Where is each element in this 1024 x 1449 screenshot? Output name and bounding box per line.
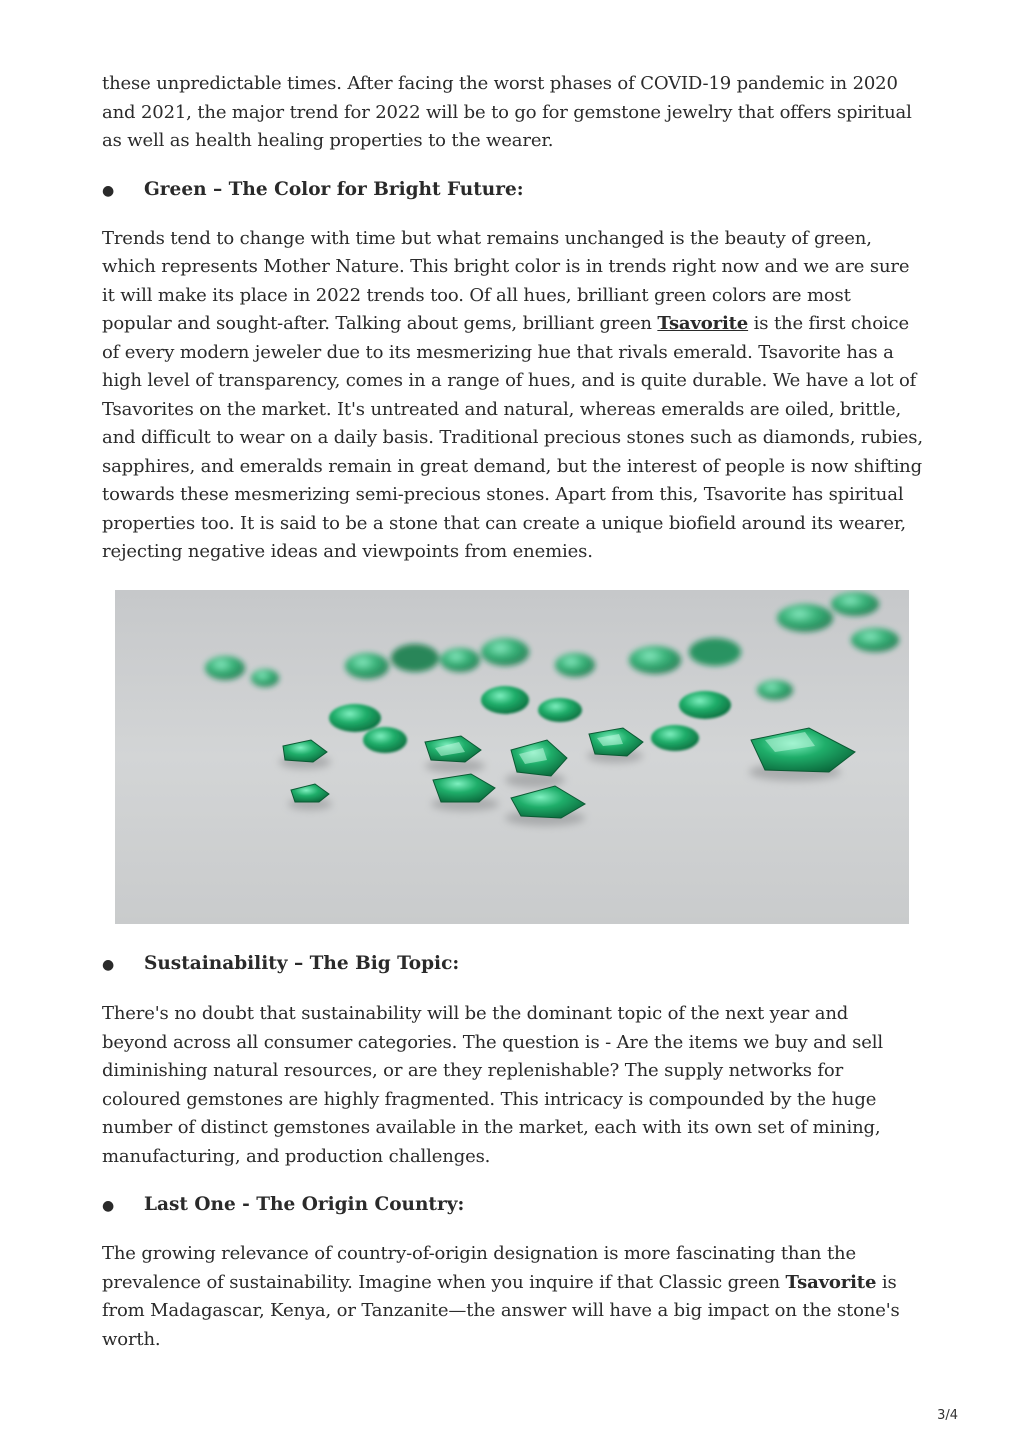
- tsavorite-bold: Tsavorite: [785, 1271, 877, 1293]
- sustainability-paragraph: There's no doubt that sustainability will be the dominant topic of the next year and beyond across all consumer categories. The question is - Are the items we buy and sell diminishing natural resources, or are they replenishable? The supply networks for coloured gemstones are highly fragmented. This intricacy is compounded by the huge number of distinct gemstones available in the market, each with its own set of mining, manufacturing, and production challenges.: [102, 1003, 883, 1167]
- heading-text: Sustainability – The Big Topic:: [144, 953, 460, 974]
- bullet-icon: ●: [102, 957, 115, 973]
- tsavorite-link[interactable]: Tsavorite: [657, 313, 749, 334]
- green-text-before: Trends tend to change with time but what remains unchanged is the beauty of green, which represents Mother Nature. This bright color is in trends right now and we are sure it will make its place in 2022 trends too. Of all hues, brilliant green colors are most popular and sought-after. Talking about gems, brilliant green: [102, 227, 910, 334]
- emerald-gemstones-photo: [115, 590, 909, 924]
- heading-text: Last One - The Origin Country:: [144, 1194, 465, 1215]
- origin-text-after: is from Madagascar, Kenya, or Tanzanite—the answer will have a big impact on the stone's worth.: [102, 1271, 900, 1350]
- origin-paragraph: [102, 1240, 917, 1354]
- section-heading-green: [102, 176, 924, 205]
- green-text-after: is the first choice of every modern jeweler due to its mesmerizing hue that rivals emerald. Tsavorite has a high level of transparency, comes in a range of hues, and is quite durable. We have a lot of Tsavorites on the market. It's untreated and natural, whereas emeralds are oiled, brittle, and difficult to wear on a daily basis. Traditional precious stones such as diamonds, rubies, sapphires, and emeralds remain in great demand, but the interest of people is now shifting towards these mesmerizing semi-precious stones. Apart from this, Tsavorite has spiritual properties too. It is said to be a stone that can create a unique biofield around its wearer, rejecting negative ideas and viewpoints from enemies.: [102, 313, 923, 562]
- heading-text: Green – The Color for Bright Future:: [144, 178, 524, 200]
- intro-paragraph: these unpredictable times. After facing the worst phases of COVID-19 pandemic in 2020 and 2021, the major trend for 2022 will be to go for gemstone jewelry that offers spiritual as well as health healing properties to the wearer.: [102, 73, 912, 151]
- origin-text-before: The growing relevance of country-of-origin designation is more fascinating than the prevalence of sustainability. Imagine when you inquire if that Classic green: [102, 1243, 856, 1293]
- document-body-lower: [102, 950, 924, 1354]
- bullet-icon: ●: [102, 182, 115, 199]
- document-body: [102, 70, 924, 567]
- section-heading-origin: [102, 1191, 924, 1220]
- page-number: 3/4: [937, 1408, 958, 1423]
- section-heading-sustainability: [102, 950, 924, 979]
- green-paragraph: [102, 225, 924, 567]
- bullet-icon: ●: [102, 1198, 115, 1214]
